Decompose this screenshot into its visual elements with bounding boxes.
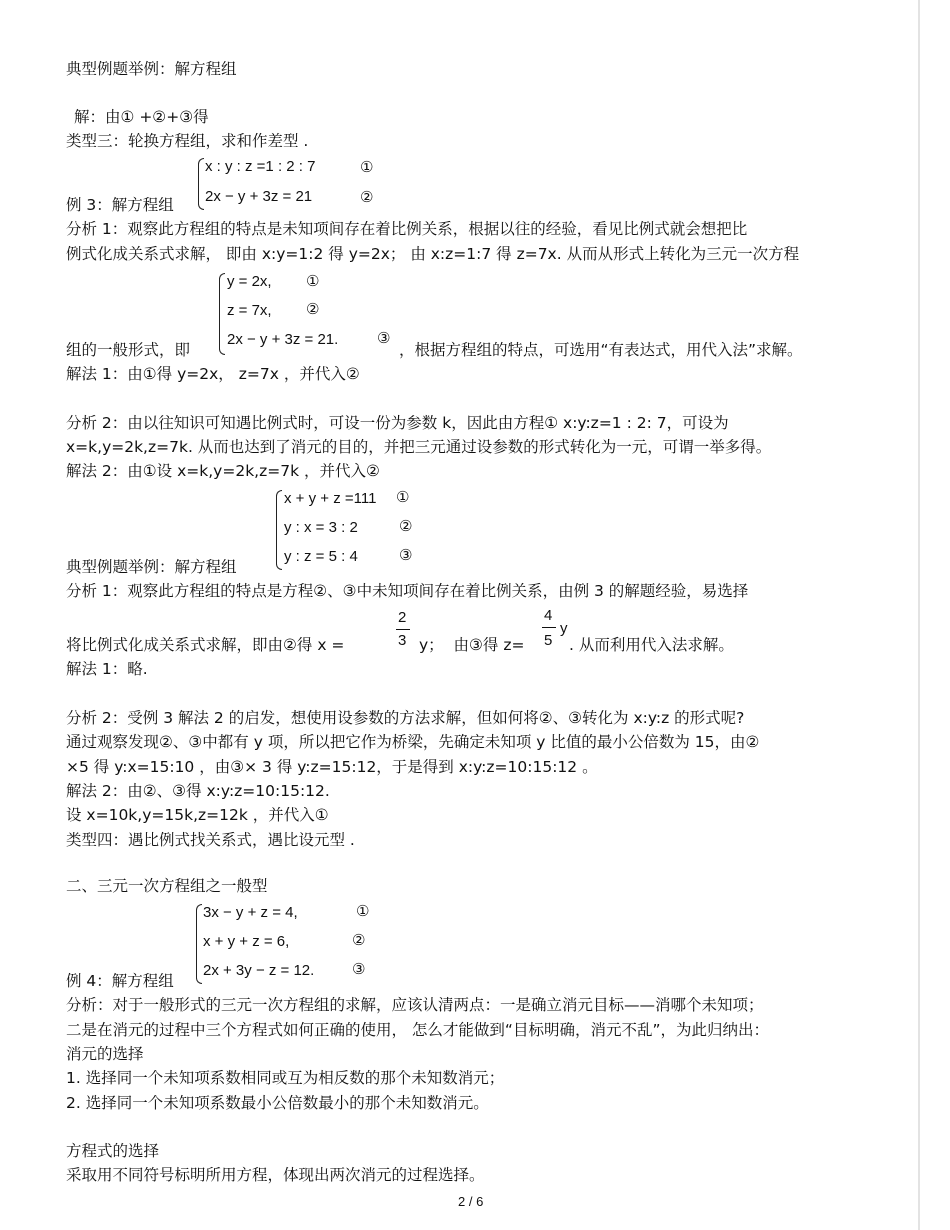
- fraction-variable: y: [560, 620, 568, 637]
- equation: 3x − y + z = 4,: [203, 904, 298, 921]
- example-label: 例 4：解方程组: [66, 972, 174, 990]
- equation-number: ③: [377, 329, 391, 347]
- type-heading: 类型四：遇比例式找关系式，遇比设元型 .: [66, 831, 355, 849]
- equation-number: ①: [360, 158, 374, 176]
- text-line: 分析 2：由以往知识可知遇比例式时，可设一份为参数 k，因此由方程① x:y:z=1 : 2: 7，可设为: [66, 414, 729, 432]
- solution-line: 解法 2：由①设 x=k,y=2k,z=7k ，并代入②: [66, 462, 380, 480]
- equation-number: ②: [399, 517, 413, 535]
- heading-example: 典型例题举例：解方程组: [66, 558, 237, 576]
- text-line: 通过观察发现②、③中都有 y 项，所以把它作为桥梁，先确定未知项 y 比值的最小公倍数为 15，由②: [66, 733, 760, 751]
- solution-line: 解法 1：由①得 y=2x， z=7x ，并代入②: [66, 365, 360, 383]
- fraction-bar: [542, 627, 556, 628]
- equation: y = 2x,: [227, 273, 272, 290]
- equation-number: ③: [399, 546, 413, 564]
- text-line: y； 由③得 z=: [419, 636, 525, 654]
- section-heading: 二、三元一次方程组之一般型: [66, 877, 268, 895]
- text-line: x=k,y=2k,z=7k. 从而也达到了消元的目的，并把三元通过设参数的形式转化为一元，可谓一举多得。: [66, 438, 772, 456]
- page-number: 2 / 6: [458, 1194, 484, 1209]
- equation-number: ①: [396, 488, 410, 506]
- text-line: 分析：对于一般形式的三元一次方程组的求解，应该认清两点：一是确立消元目标——消哪个未知项；: [66, 996, 764, 1014]
- equation: y : z = 5 : 4: [284, 548, 358, 565]
- equation-number: ②: [360, 188, 374, 206]
- text-line: 分析 1：观察此方程组的特点是方程②、③中未知项间存在着比例关系，由例 3 的解题经验，易选择: [66, 582, 749, 600]
- subheading: 消元的选择: [66, 1045, 144, 1063]
- list-item: 1. 选择同一个未知项系数相同或互为相反数的那个未知数消元；: [66, 1069, 505, 1087]
- equation-brace: [198, 158, 204, 210]
- list-item: 2. 选择同一个未知项系数最小公倍数最小的那个未知数消元。: [66, 1094, 489, 1112]
- equation-brace: [196, 904, 202, 984]
- equation: y : x = 3 : 2: [284, 519, 358, 536]
- equation-brace: [276, 490, 282, 570]
- page-edge: [918, 0, 920, 1230]
- equation: 2x − y + 3z = 21: [205, 188, 313, 205]
- equation: x + y + z = 6,: [203, 933, 290, 950]
- equation-brace: [219, 273, 225, 355]
- text-line: ，根据方程组的特点，可选用“有表达式，用代入法”求解。: [399, 341, 803, 359]
- fraction-denominator: 5: [544, 632, 553, 649]
- example-label: 例 3：解方程组: [66, 196, 174, 214]
- text-line: 解：由① +②+③得: [74, 108, 209, 126]
- equation-number: ③: [352, 960, 366, 978]
- equation: x + y + z =111: [284, 490, 377, 507]
- fraction-numerator: 4: [544, 607, 553, 624]
- fraction-numerator: 2: [398, 609, 407, 626]
- text-line: . 从而利用代入法求解。: [569, 636, 734, 654]
- type-heading: 类型三：轮换方程组，求和作差型 .: [66, 132, 309, 150]
- equation: 2x + 3y − z = 12.: [203, 962, 315, 979]
- text-line: 采取用不同符号标明所用方程，体现出两次消元的过程选择。: [66, 1166, 485, 1184]
- text-line: 组的一般形式，即: [66, 341, 191, 359]
- equation-number: ①: [356, 902, 370, 920]
- equation-number: ②: [352, 931, 366, 949]
- solution-line: 解法 1：略.: [66, 660, 148, 678]
- equation: z = 7x,: [227, 302, 272, 319]
- heading-example: 典型例题举例：解方程组: [66, 60, 237, 78]
- text-line: 二是在消元的过程中三个方程式如何正确的使用， 怎么才能做到“目标明确，消元不乱”，为此归纳出：: [66, 1021, 769, 1039]
- fraction-denominator: 3: [398, 632, 407, 649]
- text-line: ×5 得 y:x=15:10 ，由③× 3 得 y:z=15:12，于是得到 x:y:z=10:15:12 。: [66, 758, 598, 776]
- equation-number: ①: [306, 272, 320, 290]
- equation: x : y : z =1 : 2 : 7: [205, 158, 316, 175]
- subheading: 方程式的选择: [66, 1142, 160, 1160]
- solution-line: 解法 2：由②、③得 x:y:z=10:15:12.: [66, 782, 330, 800]
- text-line: 例式化成关系式求解， 即由 x:y=1:2 得 y=2x； 由 x:z=1:7 得 z=7x. 从而从形式上转化为三元一次方程: [66, 245, 800, 263]
- text-line: 分析 2：受例 3 解法 2 的启发，想使用设参数的方法求解，但如何将②、③转化为 x:y:z 的形式呢?: [66, 709, 745, 727]
- text-line: 设 x=10k,y=15k,z=12k ，并代入①: [66, 806, 329, 824]
- equation: 2x − y + 3z = 21.: [227, 331, 339, 348]
- text-line: 分析 1：观察此方程组的特点是未知项间存在着比例关系，根据以往的经验，看见比例式就会想把比: [66, 220, 748, 238]
- fraction-bar: [396, 629, 410, 630]
- text-line: 将比例式化成关系式求解，即由②得 x =: [66, 636, 345, 654]
- equation-number: ②: [306, 300, 320, 318]
